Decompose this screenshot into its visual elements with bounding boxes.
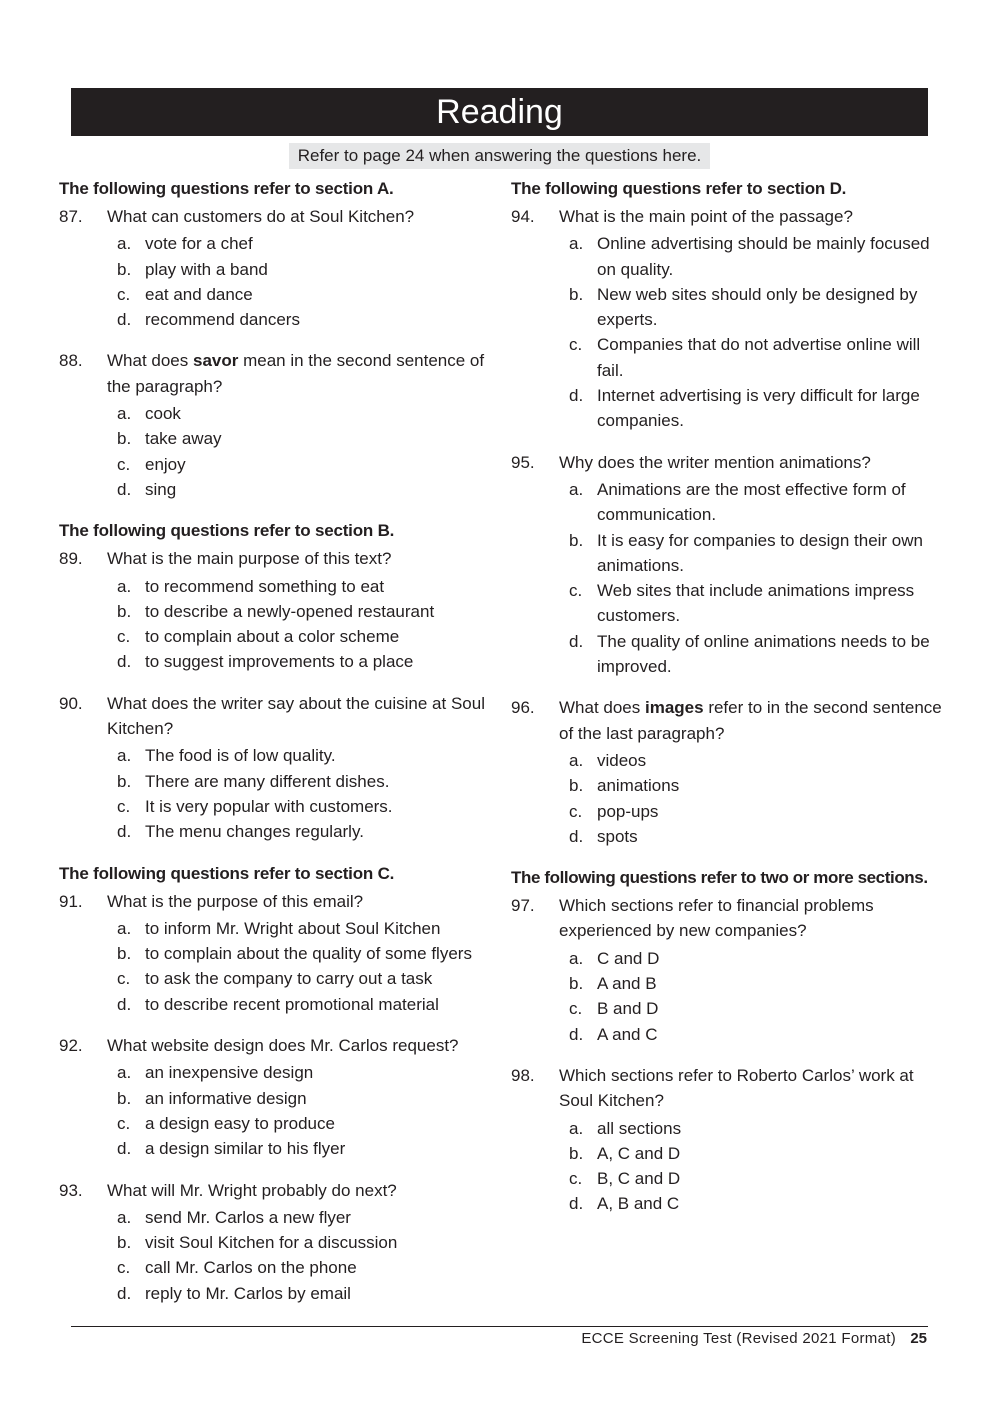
option-text: animations	[597, 776, 680, 796]
option-text: to ask the company to carry out a task	[145, 969, 433, 989]
question-95	[511, 450, 951, 680]
question-number: 94.	[511, 207, 535, 226]
option-text: spots	[597, 826, 638, 846]
answer-option	[117, 743, 499, 768]
option-text: to inform Mr. Wright about Soul Kitchen	[145, 918, 441, 938]
option-text: pop-ups	[597, 801, 659, 821]
answer-option	[117, 401, 499, 426]
option-text: reply to Mr. Carlos by email	[145, 1283, 351, 1303]
answer-option	[117, 1111, 499, 1136]
section-multi-heading: The following questions refer to two or more sections.	[511, 868, 928, 888]
question-text-after: mean in the second sentence of the paragraph?	[107, 351, 485, 396]
option-label: c.	[117, 454, 131, 474]
option-label: a.	[117, 1207, 132, 1227]
question-text: What is the purpose of this email?	[107, 891, 364, 911]
question-number: 97.	[511, 896, 535, 916]
option-text: eat and dance	[145, 284, 253, 304]
option-label: b.	[117, 771, 132, 791]
question-keyword: images	[645, 698, 704, 718]
question-number: 98.	[511, 1065, 535, 1085]
option-text: The quality of online animations needs to be improved.	[597, 631, 930, 677]
option-text: videos	[597, 750, 647, 770]
footer-rule	[71, 1326, 928, 1327]
option-label: c.	[569, 801, 583, 821]
option-text: to describe recent promotional material	[145, 994, 439, 1014]
option-label: d.	[569, 1194, 584, 1214]
answer-options	[569, 477, 951, 679]
answer-option	[117, 452, 499, 477]
answer-option	[569, 282, 951, 333]
answer-option	[569, 1141, 951, 1166]
option-text: The menu changes regularly.	[145, 822, 364, 842]
question-number: 89.	[59, 549, 83, 569]
answer-option	[117, 769, 499, 794]
option-text: The food is of low quality.	[145, 746, 336, 766]
option-label: b.	[569, 284, 584, 304]
question-stem	[59, 1178, 499, 1203]
option-text: It is easy for companies to design their own animations.	[597, 530, 923, 575]
option-text: play with a band	[145, 259, 268, 279]
answer-options	[569, 231, 951, 433]
answer-options	[117, 743, 499, 844]
option-label: d.	[117, 994, 132, 1014]
option-text: vote for a chef	[145, 234, 253, 254]
option-label: a.	[569, 750, 584, 770]
option-label: a.	[117, 576, 132, 596]
answer-option	[569, 477, 951, 528]
question-stem	[59, 348, 499, 399]
section-d-heading: The following questions refer to section D.	[511, 179, 847, 198]
answer-option	[117, 574, 499, 599]
option-text: A, B and C	[597, 1194, 680, 1214]
option-text: Internet advertising is very difficult for large companies.	[597, 386, 920, 431]
answer-option	[569, 773, 951, 798]
option-text: New web sites should only be designed by experts.	[597, 284, 918, 330]
option-text: It is very popular with customers.	[145, 796, 393, 816]
answer-option	[117, 624, 499, 649]
answer-option	[569, 946, 951, 971]
question-98	[511, 1063, 951, 1217]
question-stem	[59, 889, 499, 914]
option-label: d.	[569, 1024, 584, 1044]
answer-option	[569, 1166, 951, 1191]
option-label: a.	[117, 746, 132, 766]
option-text: recommend dancers	[145, 310, 300, 330]
answer-options	[117, 401, 499, 502]
answer-option	[117, 282, 499, 307]
answer-options	[117, 1205, 499, 1306]
answer-option	[117, 1255, 499, 1280]
option-label: b.	[569, 1143, 584, 1163]
option-label: a.	[117, 1063, 132, 1083]
question-number: 87.	[59, 207, 83, 226]
answer-option	[117, 916, 499, 941]
answer-option	[117, 599, 499, 624]
option-label: a.	[117, 404, 132, 424]
question-text	[107, 348, 499, 399]
option-label: a.	[569, 1118, 584, 1138]
answer-option	[569, 799, 951, 824]
answer-option	[117, 231, 499, 256]
left-column	[59, 176, 499, 1306]
question-91	[59, 889, 499, 1017]
question-94	[511, 204, 951, 434]
answer-options	[117, 916, 499, 1017]
question-stem	[59, 691, 499, 742]
answer-option	[569, 1116, 951, 1141]
option-text: to complain about a color scheme	[145, 627, 400, 647]
answer-option	[117, 1230, 499, 1255]
option-label: c.	[117, 796, 131, 816]
question-number: 93.	[59, 1180, 83, 1200]
question-stem	[59, 1033, 499, 1058]
option-label: c.	[569, 335, 583, 355]
option-text: visit Soul Kitchen for a discussion	[145, 1233, 398, 1253]
option-label: b.	[117, 1233, 132, 1253]
question-stem	[511, 1063, 951, 1114]
option-text: send Mr. Carlos a new flyer	[145, 1207, 351, 1227]
question-93	[59, 1178, 499, 1306]
question-number: 90.	[59, 693, 83, 713]
question-96	[511, 695, 951, 849]
answer-option	[569, 824, 951, 849]
option-label: a.	[569, 479, 584, 499]
question-text-after: refer to in the second sentence of the last paragraph?	[559, 698, 942, 743]
question-stem	[511, 204, 951, 229]
answer-options	[569, 946, 951, 1047]
question-text-before: What does	[559, 698, 645, 718]
option-text: A and B	[597, 974, 657, 994]
option-text: Web sites that include animations impress customers.	[597, 581, 915, 626]
answer-option	[117, 649, 499, 674]
answer-option	[117, 1281, 499, 1306]
answer-option	[569, 578, 951, 629]
option-text: call Mr. Carlos on the phone	[145, 1258, 357, 1278]
option-text: B, C and D	[597, 1169, 681, 1189]
question-text	[559, 695, 951, 746]
answer-option	[117, 819, 499, 844]
question-number: 92.	[59, 1036, 83, 1056]
option-label: b.	[569, 776, 584, 796]
question-stem	[59, 546, 499, 571]
option-label: c.	[569, 1169, 583, 1189]
question-text: What website design does Mr. Carlos request?	[107, 1036, 459, 1056]
option-text: Online advertising should be mainly focused on quality.	[597, 234, 930, 279]
option-text: to recommend something to eat	[145, 576, 385, 596]
option-label: d.	[569, 386, 584, 406]
option-label: c.	[117, 284, 131, 304]
option-text: There are many different dishes.	[145, 771, 390, 791]
question-keyword: savor	[193, 351, 239, 371]
question-87	[59, 204, 499, 332]
option-text: all sections	[597, 1118, 682, 1138]
option-text: an inexpensive design	[145, 1063, 314, 1083]
option-label: d.	[117, 1283, 132, 1303]
answer-option	[569, 1191, 951, 1216]
option-label: d.	[117, 652, 132, 672]
option-label: b.	[117, 944, 132, 964]
answer-option	[569, 629, 951, 680]
question-stem	[511, 450, 951, 475]
question-88	[59, 348, 499, 502]
question-number: 96.	[511, 698, 535, 718]
question-number: 95.	[511, 452, 535, 472]
answer-option	[117, 941, 499, 966]
answer-option	[569, 383, 951, 434]
answer-option	[569, 528, 951, 579]
question-text: What can customers do at Soul Kitchen?	[107, 207, 415, 226]
right-column	[511, 176, 951, 1217]
option-label: d.	[117, 479, 132, 499]
question-number: 91.	[59, 891, 83, 911]
answer-option	[117, 1060, 499, 1085]
option-text: sing	[145, 479, 177, 499]
option-label: b.	[569, 530, 584, 550]
answer-option	[117, 1086, 499, 1111]
option-label: d.	[117, 822, 132, 842]
option-label: d.	[117, 310, 132, 330]
answer-options	[569, 1116, 951, 1217]
section-c-heading: The following questions refer to section C.	[59, 863, 395, 883]
answer-option	[117, 992, 499, 1017]
option-text: a design similar to his flyer	[145, 1139, 346, 1159]
answer-option	[117, 1205, 499, 1230]
question-text: What is the main point of the passage?	[559, 207, 853, 226]
option-text: to describe a newly-opened restaurant	[145, 601, 435, 621]
option-text: Animations are the most effective form of communication.	[597, 479, 906, 525]
answer-options	[117, 1060, 499, 1161]
option-label: a.	[117, 234, 132, 254]
option-label: c.	[569, 581, 583, 601]
question-text-before: What does	[107, 351, 193, 371]
question-stem	[511, 695, 951, 746]
question-89	[59, 546, 499, 674]
option-label: b.	[569, 974, 584, 994]
option-label: c.	[117, 1258, 131, 1278]
question-number: 88.	[59, 351, 83, 371]
option-text: cook	[145, 404, 181, 424]
question-text: What does the writer say about the cuisine at Soul Kitchen?	[107, 693, 485, 739]
question-text: Why does the writer mention animations?	[559, 452, 871, 472]
option-text: B and D	[597, 999, 659, 1019]
question-text: What will Mr. Wright probably do next?	[107, 1180, 397, 1200]
option-label: b.	[117, 429, 132, 449]
question-92	[59, 1033, 499, 1161]
answer-options	[117, 574, 499, 675]
question-97	[511, 893, 951, 1047]
section-a-heading: The following questions refer to section A.	[59, 179, 394, 198]
footer-text: ECCE Screening Test (Revised 2021 Format)	[581, 1330, 896, 1347]
option-text: to complain about the quality of some flyers	[145, 944, 472, 964]
answer-option	[569, 748, 951, 773]
section-b-heading: The following questions refer to section B.	[59, 521, 395, 541]
question-text: What is the main purpose of this text?	[107, 549, 392, 569]
page-title: Reading	[71, 88, 928, 136]
option-text: Companies that do not advertise online will fail.	[597, 335, 921, 380]
answer-option	[117, 426, 499, 451]
answer-option	[117, 1136, 499, 1161]
option-text: enjoy	[145, 454, 186, 474]
option-text: A and C	[597, 1024, 658, 1044]
option-label: d.	[569, 826, 584, 846]
answer-option	[117, 477, 499, 502]
option-label: b.	[117, 259, 132, 279]
answer-option	[569, 996, 951, 1021]
refer-note: Refer to page 24 when answering the questions here.	[289, 143, 710, 169]
question-stem	[511, 893, 951, 944]
option-text: A, C and D	[597, 1143, 681, 1163]
answer-option	[117, 966, 499, 991]
option-label: c.	[117, 627, 131, 647]
option-text: to suggest improvements to a place	[145, 652, 414, 672]
answer-option	[569, 231, 951, 282]
option-label: b.	[117, 1088, 132, 1108]
answer-option	[117, 257, 499, 282]
question-text: Which sections refer to Roberto Carlos’ work at Soul Kitchen?	[559, 1065, 914, 1111]
option-text: C and D	[597, 948, 660, 968]
question-text: Which sections refer to financial problems experienced by new companies?	[559, 896, 874, 941]
answer-option	[569, 332, 951, 383]
answer-options	[117, 231, 499, 332]
option-label: b.	[117, 601, 132, 621]
answer-option	[117, 307, 499, 332]
page-number: 25	[910, 1330, 927, 1347]
question-stem	[59, 204, 499, 229]
option-text: an informative design	[145, 1088, 307, 1108]
answer-option	[117, 794, 499, 819]
option-label: a.	[569, 948, 584, 968]
option-label: c.	[569, 999, 583, 1019]
option-label: d.	[569, 631, 584, 651]
option-label: c.	[117, 1113, 131, 1133]
option-label: a.	[569, 234, 584, 254]
answer-options	[569, 748, 951, 849]
question-90	[59, 691, 499, 845]
option-label: a.	[117, 918, 132, 938]
option-text: a design easy to produce	[145, 1113, 335, 1133]
answer-option	[569, 1022, 951, 1047]
answer-option	[569, 971, 951, 996]
option-label: d.	[117, 1139, 132, 1159]
option-label: c.	[117, 969, 131, 989]
option-text: take away	[145, 429, 222, 449]
